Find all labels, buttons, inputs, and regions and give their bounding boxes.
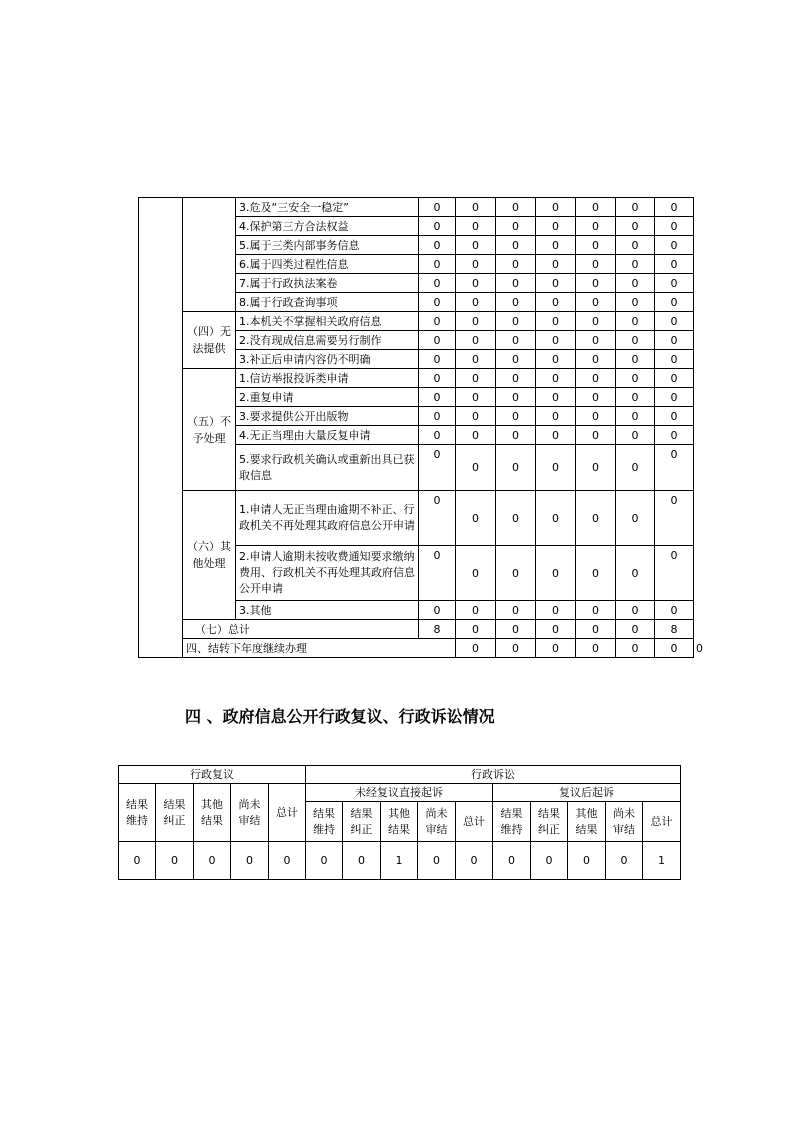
col-total: 总计 [269,784,306,842]
cell-value: 0 [496,274,536,293]
cell-value: 0 [616,639,655,658]
cell-value: 0 [576,426,616,445]
cell-value: 0 [456,350,496,369]
row-label: 8.属于行政查询事项 [236,293,419,312]
cell-value: 0 [496,620,536,639]
cell-value: 0 [536,274,576,293]
cell-value: 0 [496,255,536,274]
cell-value: 0 [536,255,576,274]
cell-value: 0 [269,842,306,880]
cell-value: 0 [456,331,496,350]
cell-value: 0 [536,639,576,658]
cell-value: 0 [456,217,496,236]
review-litigation-table [118,765,681,880]
cell-value: 0 [419,255,456,274]
cell-value: 0 [568,842,606,880]
cell-value: 0 [496,407,536,426]
cell-value: 0 [536,217,576,236]
cell-value: 0 [616,426,655,445]
cell-value: 0 [655,445,694,491]
cell-value: 0 [456,312,496,331]
group-title-cell: （五）不予处理 [183,369,236,491]
col-pending: 尚未 审结 [231,784,269,842]
cell-value: 0 [456,274,496,293]
cell-value: 0 [616,620,655,639]
cell-value: 0 [456,491,496,546]
cell-value: 0 [496,445,536,491]
cell-value: 0 [496,236,536,255]
cell-value: 0 [536,601,576,620]
cell-value: 0 [655,639,694,658]
cell-value: 0 [576,198,616,217]
cell-value: 0 [655,350,694,369]
table-row [139,369,694,388]
cell-value: 0 [616,331,655,350]
cell-value: 0 [496,426,536,445]
cell-value: 0 [419,350,456,369]
carryover-label: 四、结转下年度继续办理 [183,639,456,658]
cell-value: 0 [616,217,655,236]
cell-value: 0 [576,236,616,255]
cell-value: 0 [616,445,655,491]
cell-value: 0 [655,198,694,217]
cell-value: 0 [536,198,576,217]
cell-value: 0 [456,236,496,255]
cell-value: 0 [576,620,616,639]
cell-value: 0 [616,546,655,601]
cell-value: 0 [456,369,496,388]
cell-value: 0 [536,388,576,407]
cell-value: 0 [616,407,655,426]
cell-value: 1 [381,842,418,880]
cell-value: 0 [156,842,194,880]
cell-value: 0 [616,369,655,388]
cell-value: 0 [616,350,655,369]
cell-value: 0 [536,426,576,445]
cell-value: 0 [576,369,616,388]
col-correct: 结果 纠正 [531,802,568,842]
table-row [119,842,681,880]
col-other: 其他 结果 [381,802,418,842]
cell-value: 0 [496,312,536,331]
cell-value: 0 [576,388,616,407]
cell-value: 0 [536,236,576,255]
table-header-row [119,766,681,784]
cell-value: 0 [616,601,655,620]
cell-value: 0 [576,293,616,312]
direct-litigation-header: 未经复议直接起诉 [306,784,493,802]
cell-value: 0 [576,312,616,331]
table-row [139,312,694,331]
cell-value: 0 [456,546,496,601]
table-row [139,198,694,217]
row-label: 7.属于行政执法案卷 [236,274,419,293]
cell-value: 0 [496,601,536,620]
cell-value: 0 [655,217,694,236]
cell-value: 0 [616,388,655,407]
row-label: 1.本机关不掌握相关政府信息 [236,312,419,331]
cell-value: 0 [616,274,655,293]
cell-value: 0 [576,255,616,274]
cell-value: 0 [419,445,456,491]
cell-value: 0 [576,491,616,546]
group3-cell [183,198,236,312]
cell-value: 0 [456,620,496,639]
row-label: 4.保护第三方合法权益 [236,217,419,236]
cell-value: 0 [576,639,616,658]
cell-value: 0 [119,842,156,880]
cell-value: 0 [496,388,536,407]
table-row: 四、结转下年度继续办理 0 0 0 0 0 0 0 [139,639,694,658]
row-label: 2.没有现成信息需要另行制作 [236,331,419,350]
cell-value: 0 [616,293,655,312]
cell-value: 0 [536,620,576,639]
cell-value: 0 [655,274,694,293]
cell-value: 0 [616,236,655,255]
cell-value: 0 [655,369,694,388]
cell-value: 0 [531,842,568,880]
cell-value: 0 [456,255,496,274]
cell-value: 0 [456,842,493,880]
cell-value: 0 [616,198,655,217]
cell-value: 0 [576,350,616,369]
cell-value: 0 [576,546,616,601]
col-total: 总计 [643,802,681,842]
cell-value: 0 [616,255,655,274]
cell-value: 0 [419,369,456,388]
litigation-header: 行政诉讼 [306,766,681,784]
cell-value: 0 [418,842,456,880]
cell-value: 0 [493,842,531,880]
row-label: 1.申请人无正当理由逾期不补正、行政机关不再处理其政府信息公开申请 [236,491,419,546]
cell-value: 0 [536,491,576,546]
cell-value: 0 [419,601,456,620]
cell-value: 0 [496,198,536,217]
cell-value: 0 [576,601,616,620]
col-other: 其他 结果 [194,784,231,842]
group-title-cell: （六）其他处理 [183,491,236,620]
cell-value: 0 [576,217,616,236]
cell-value: 8 [655,620,694,639]
cell-value: 0 [576,407,616,426]
row-label: 3.补正后申请内容仍不明确 [236,350,419,369]
cell-value: 0 [456,407,496,426]
col-maintain: 结果 维持 [119,784,156,842]
after-review-header: 复议后起诉 [493,784,681,802]
cell-value: 0 [655,426,694,445]
row-label: 2.申请人逾期未按收费通知要求缴纳费用、行政机关不再处理其政府信息公开申请 [236,546,419,601]
cell-value: 0 [576,445,616,491]
col-maintain: 结果 维持 [493,802,531,842]
table-row [139,491,694,546]
row-label: 5.属于三类内部事务信息 [236,236,419,255]
cell-value: 0 [536,546,576,601]
cell-value: 0 [536,407,576,426]
col-correct: 结果 纠正 [156,784,194,842]
cell-value: 0 [655,331,694,350]
cell-value: 0 [456,639,496,658]
cell-value: 0 [419,217,456,236]
row-label: 6.属于四类过程性信息 [236,255,419,274]
total-label: （七）总计 [183,620,419,639]
cell-value: 1 [643,842,681,880]
row-label: 3.危及“三安全一稳定” [236,198,419,217]
cell-value: 0 [419,426,456,445]
row-label: 2.重复申请 [236,388,419,407]
review-header: 行政复议 [119,766,306,784]
cell-value: 0 [456,445,496,491]
col-pending: 尚未 审结 [418,802,456,842]
cell-value: 0 [496,350,536,369]
cell-value: 8 [419,620,456,639]
cell-value: 0 [655,293,694,312]
cell-value: 0 [576,331,616,350]
cell-value: 0 [419,274,456,293]
cell-value: 0 [576,274,616,293]
col-other: 其他 结果 [568,802,606,842]
cell-value: 0 [536,445,576,491]
cell-value: 0 [496,369,536,388]
col-total: 总计 [456,802,493,842]
cell-value: 0 [655,601,694,620]
statistics-table-continued [138,197,703,658]
row-label: 1.信访举报投诉类申请 [236,369,419,388]
row-label: 3.其他 [236,601,419,620]
table-row [139,620,694,639]
cell-value: 0 [419,388,456,407]
cell-value: 0 [616,491,655,546]
cell-value: 0 [616,312,655,331]
col-correct: 结果 纠正 [343,802,381,842]
cell-value: 0 [419,198,456,217]
cell-value: 0 [655,388,694,407]
cell-value: 0 [655,407,694,426]
cell-value: 0 [536,331,576,350]
cell-value: 0 [456,601,496,620]
cell-value: 0 [496,331,536,350]
cell-value: 0 [419,491,456,546]
col-maintain: 结果 维持 [306,802,343,842]
cell-value: 0 [536,293,576,312]
cell-value: 0 [536,369,576,388]
row-label: 3.要求提供公开出版物 [236,407,419,426]
cell-value: 0 [194,842,231,880]
cell-value: 0 [419,407,456,426]
cell-value: 0 [536,350,576,369]
table-header-row [119,784,681,802]
cell-value: 0 [655,255,694,274]
cell-value: 0 [496,546,536,601]
cell-value: 0 [456,426,496,445]
outer-category-cell [139,198,183,658]
cell-value: 0 [419,546,456,601]
cell-value: 0 [419,331,456,350]
cell-value: 0 [456,198,496,217]
cell-value: 0 [496,491,536,546]
cell-value: 0 [655,546,694,601]
cell-value: 0 [655,312,694,331]
cell-value: 0 [231,842,269,880]
cell-value: 0 [419,236,456,255]
cell-value: 0 [456,388,496,407]
cell-value: 0 [496,217,536,236]
cell-value: 0 [306,842,343,880]
cell-value: 0 [606,842,643,880]
cell-value: 0 [536,312,576,331]
section-heading: 四 、政府信息公开行政复议、行政诉讼情况 [185,707,495,726]
cell-value: 0 [496,293,536,312]
col-pending: 尚未 审结 [606,802,643,842]
cell-value: 0 [496,639,536,658]
cell-value: 0 [456,293,496,312]
cell-value: 0 [419,293,456,312]
cell-value: 0 [655,491,694,546]
group-title-cell: （四）无法提供 [183,312,236,369]
row-label: 4.无正当理由大量反复申请 [236,426,419,445]
cell-value: 0 [655,236,694,255]
cell-value: 0 [419,312,456,331]
cell-value: 0 [343,842,381,880]
row-label: 5.要求行政机关确认或重新出具已获取信息 [236,445,419,491]
